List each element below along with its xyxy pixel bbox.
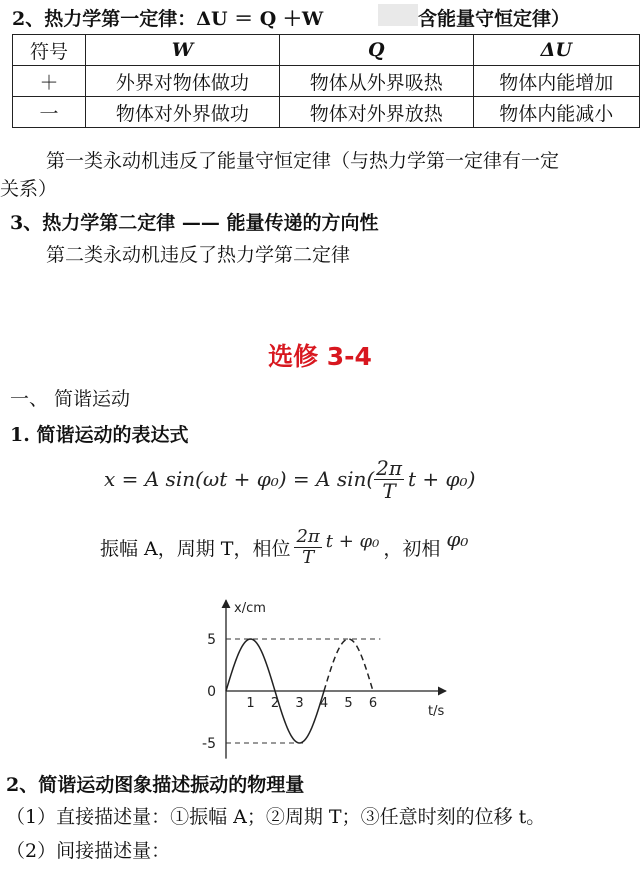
series-line-dashed <box>324 639 373 691</box>
table-header-cell: 符号 <box>13 35 86 66</box>
x-tick-label: 1 <box>246 696 255 711</box>
x-tick-label: 6 <box>368 696 378 711</box>
table-header-cell: Q <box>279 35 473 66</box>
x-tick-label: 2 <box>270 696 280 711</box>
y-tick-label: -5 <box>202 736 216 752</box>
x-tick-label: 3 <box>295 696 304 711</box>
y-tick-label: 0 <box>207 684 216 700</box>
fraction-denominator: T <box>302 546 315 568</box>
fraction-numerator: 2π <box>296 525 320 547</box>
table-cell: 物体从外界吸热 <box>279 66 473 97</box>
table-cell: 物体内能减小 <box>473 97 639 128</box>
law1-heading: 2、热力学第一定律：ΔU ＝ Q ＋W <box>12 8 324 30</box>
law1-note-cont: 关系） <box>0 178 58 200</box>
law2-note: 第二类永动机违反了热力学第二定律 <box>46 244 351 266</box>
y-axis-label: x/cm <box>234 601 266 616</box>
phase-fraction <box>294 527 321 568</box>
formula-right: t + φ₀) <box>408 467 476 491</box>
table-cell: 一 <box>13 97 86 128</box>
shm-item-direct: （1）直接描述量：①振幅 A；②周期 T；③任意时刻的位移 t。 <box>6 806 546 828</box>
x-tick-label: 4 <box>319 696 329 711</box>
phase-tail: t + φ₀ <box>325 530 380 552</box>
y-tick-label: 5 <box>207 632 216 648</box>
shm-graph <box>196 592 460 762</box>
desc-suffix: ，初相 <box>383 537 441 560</box>
law1-heading-tail: 含能量守恒定律） <box>418 8 571 30</box>
table-cell: 外界对物体做功 <box>86 66 280 97</box>
shm-heading: 一、 简谐运动 <box>10 388 131 410</box>
shm-subheading-quantities: 2、简谐运动图象描述振动的物理量 <box>6 774 305 796</box>
table-row <box>13 97 640 128</box>
law2-heading: 3、热力学第二定律 —— 能量传递的方向性 <box>10 212 379 234</box>
shm-item-indirect: （2）间接描述量： <box>6 840 171 862</box>
law1-note: 第一类永动机违反了能量守恒定律（与热力学第一定律有一定 <box>46 150 560 172</box>
table-header-row <box>13 35 640 66</box>
formula-left: x = A sin(ωt + φ₀) = A sin( <box>104 467 375 491</box>
section-title: 选修 3-4 <box>268 342 372 371</box>
table-header-cell: ΔU <box>473 35 639 66</box>
shm-subheading-expression: 1. 简谐运动的表达式 <box>10 424 189 446</box>
x-axis-label: t/s <box>428 704 445 719</box>
table-cell: ＋ <box>13 66 86 97</box>
table-header-cell: W <box>86 35 280 66</box>
desc-prefix: 振幅 A，周期 T，相位 <box>100 537 291 560</box>
initial-phase: φ₀ <box>446 527 469 551</box>
x-tick-label: 5 <box>344 696 353 711</box>
fraction-denominator: T <box>382 478 396 503</box>
formula-fraction <box>374 457 404 502</box>
table-cell: 物体对外界放热 <box>279 97 473 128</box>
law1-table <box>12 34 640 128</box>
shm-description <box>100 520 468 574</box>
fraction-numerator: 2π <box>376 455 403 480</box>
shm-formula <box>104 453 475 505</box>
redaction-mark <box>378 4 418 26</box>
table-cell: 物体对外界做功 <box>86 97 280 128</box>
table-cell: 物体内能增加 <box>473 66 639 97</box>
table-row <box>13 66 640 97</box>
